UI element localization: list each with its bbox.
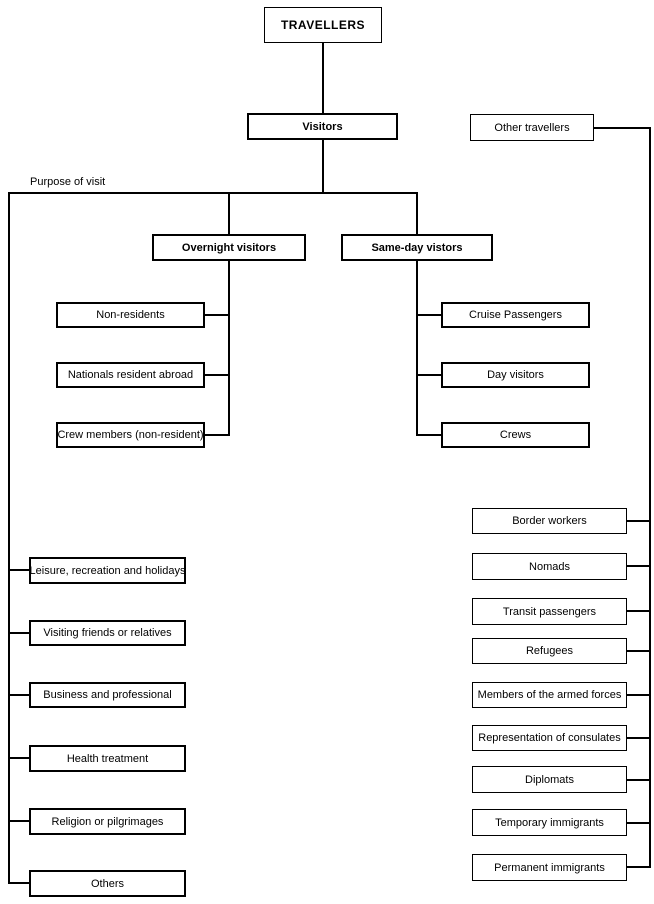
node-visiting-friends-relatives: Visiting friends or relatives [29, 620, 186, 646]
connector-stub-business [8, 694, 29, 696]
connector-stub-diplomats [627, 779, 649, 781]
connector-drop-overnight [228, 192, 230, 234]
node-nationals-resident-abroad: Nationals resident abroad [56, 362, 205, 388]
connector-stub-non-residents [205, 314, 230, 316]
connector-other-travellers-horizontal [594, 127, 651, 129]
connector-travellers-visitors [322, 43, 324, 113]
node-permanent-immigrants: Permanent immigrants [472, 854, 627, 881]
node-overnight-visitors: Overnight visitors [152, 234, 306, 261]
node-cruise-passengers: Cruise Passengers [441, 302, 590, 328]
connector-stub-transit-passengers [627, 610, 649, 612]
connector-stub-leisure [8, 569, 29, 571]
node-members-armed-forces: Members of the armed forces [472, 682, 627, 708]
node-diplomats: Diplomats [472, 766, 627, 793]
connector-stub-border-workers [627, 520, 649, 522]
connector-stub-crews [416, 434, 441, 436]
connector-stub-others [8, 882, 29, 884]
node-non-residents: Non-residents [56, 302, 205, 328]
connector-drop-same-day [416, 192, 418, 234]
node-health-treatment: Health treatment [29, 745, 186, 772]
node-border-workers: Border workers [472, 508, 627, 534]
node-leisure-recreation-holidays: Leisure, recreation and holidays [29, 557, 186, 584]
connector-stub-day-visitors [416, 374, 441, 376]
connector-stub-temporary-immigrants [627, 822, 649, 824]
node-crew-members-non-resident: Crew members (non-resident) [56, 422, 205, 448]
connector-stub-crew-members [205, 434, 230, 436]
connector-stub-nomads [627, 565, 649, 567]
node-business-professional: Business and professional [29, 682, 186, 708]
node-transit-passengers: Transit passengers [472, 598, 627, 625]
node-day-visitors: Day visitors [441, 362, 590, 388]
connector-same-day-vertical [416, 261, 418, 436]
connector-right-long-vertical [649, 127, 651, 868]
connector-stub-religion [8, 820, 29, 822]
node-visitors: Visitors [247, 113, 398, 140]
purpose-of-visit-label: Purpose of visit [30, 176, 106, 188]
node-nomads: Nomads [472, 553, 627, 580]
connector-stub-refugees [627, 650, 649, 652]
connector-stub-permanent-immigrants [627, 866, 649, 868]
node-others: Others [29, 870, 186, 897]
connector-overnight-vertical [228, 261, 230, 436]
connector-stub-consulates [627, 737, 649, 739]
connector-stub-visiting-friends [8, 632, 29, 634]
connector-left-long-vertical [8, 192, 10, 884]
node-same-day-vistors: Same-day vistors [341, 234, 493, 261]
node-other-travellers: Other travellers [470, 114, 594, 141]
connector-stub-cruise-passengers [416, 314, 441, 316]
node-representation-consulates: Representation of consulates [472, 725, 627, 751]
node-crews: Crews [441, 422, 590, 448]
node-religion-pilgrimages: Religion or pilgrimages [29, 808, 186, 835]
connector-stub-nationals-abroad [205, 374, 230, 376]
node-refugees: Refugees [472, 638, 627, 664]
connector-visitors-down [322, 140, 324, 192]
node-temporary-immigrants: Temporary immigrants [472, 809, 627, 836]
connector-main-horizontal [8, 192, 418, 194]
connector-stub-armed-forces [627, 694, 649, 696]
node-travellers: TRAVELLERS [264, 7, 382, 43]
connector-stub-health [8, 757, 29, 759]
